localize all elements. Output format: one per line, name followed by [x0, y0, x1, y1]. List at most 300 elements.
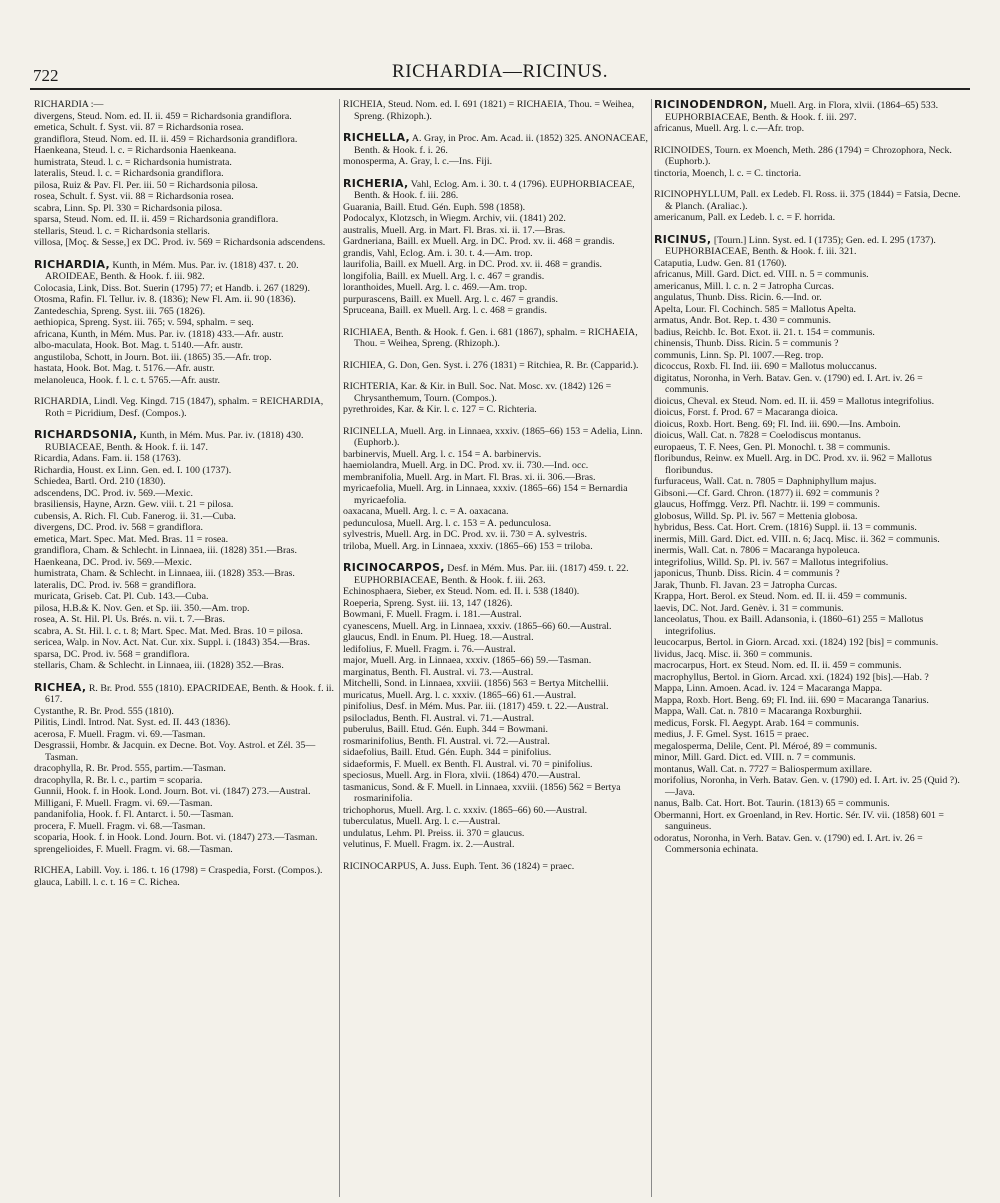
- entry-text: tasmanicus, Sond. & F. Muell. in Linnaea, xxviii. (1856) 562 = Bertya rosmarinifolia.: [343, 781, 621, 804]
- index-entry: [343, 782, 649, 805]
- index-entry: [343, 294, 649, 306]
- column-2: [343, 99, 649, 1197]
- index-entry: [34, 534, 337, 546]
- entry-text: scabra, A. St. Hil. l. c. t. 8; Mart. Spec. Mat. Med. Bras. 10 = pilosa.: [34, 625, 303, 637]
- genus-heading: RICHARDIA,: [34, 257, 110, 271]
- entry-gap: [654, 179, 963, 189]
- entry-text: dracophylla, R. Br. l. c., partim = scoparia.: [34, 774, 203, 786]
- entry-text: pandanifolia, Hook. f. Fl. Antarct. i. 50.—Tasman.: [34, 809, 234, 820]
- entry-text: speciosus, Muell. Arg. in Flora, xlvii. (1864) 470.—Austral.: [343, 770, 581, 781]
- index-entry: [654, 430, 963, 442]
- index-entry: [343, 770, 649, 782]
- index-entry: [34, 329, 337, 341]
- index-entry: [343, 529, 649, 541]
- index-entry: [343, 381, 649, 404]
- entry-text: RICHARDIA :—: [34, 99, 104, 110]
- index-entry: [654, 292, 963, 304]
- index-entry: [654, 637, 963, 649]
- index-entry: [343, 327, 649, 350]
- entry-text: Roeperia, Spreng. Syst. iii. 13, 147 (1826).: [343, 597, 513, 609]
- entry-text: [Tourn.] Linn. Syst. ed. I (1735); Gen. ed. I. 295 (1737). EUPHORBIACEAE, Benth. & Hook. f. iii. 321.: [665, 234, 936, 257]
- index-entry: [34, 352, 337, 364]
- entry-text: undulatus, Lehm. Pl. Preiss. ii. 370 = glaucus.: [343, 827, 525, 839]
- entry-text: globosus, Willd. Sp. Pl. iv. 567 = Mettenia globosa.: [654, 510, 858, 522]
- index-entry: [654, 145, 963, 168]
- index-entry: [343, 598, 649, 610]
- index-entry: [34, 122, 337, 134]
- index-entry: [654, 672, 963, 684]
- entry-text: trichophorus, Muell. Arg. l. c. xxxiv. (1865–66) 60.—Austral.: [343, 804, 588, 816]
- entry-text: inermis, Mill. Gard. Dict. ed. VIII. n. 6; Jacq. Misc. ii. 362 = communis.: [654, 533, 940, 545]
- index-entry: [34, 111, 337, 123]
- index-entry: [34, 488, 337, 500]
- index-entry: [343, 839, 649, 851]
- index-entry: [34, 865, 337, 877]
- index-entry: [343, 426, 649, 449]
- index-entry: [34, 226, 337, 238]
- entry-text: barbinervis, Muell. Arg. l. c. 154 = A. barbinervis.: [343, 448, 542, 460]
- entry-text: pedunculosa, Muell. Arg. l. c. 153 = A. pedunculosa.: [343, 517, 552, 529]
- index-entry: [343, 178, 649, 202]
- index-entry: [34, 180, 337, 192]
- entry-text: velutinus, F. Muell. Fragm. ix. 2.—Austral.: [343, 839, 515, 850]
- entry-text: furfuraceus, Wall. Cat. n. 7805 = Daphniphyllum majus.: [654, 476, 877, 487]
- index-entry: [34, 99, 337, 111]
- entry-text: pilosa, H.B.& K. Nov. Gen. et Sp. iii. 350.—Am. trop.: [34, 602, 250, 614]
- entry-text: africana, Kunth, in Mém. Mus. Par. iv. (1818) 433.—Afr. austr.: [34, 328, 284, 340]
- index-entry: [343, 759, 649, 771]
- index-entry: [654, 327, 963, 339]
- entry-text: grandiflora, Steud. Nom. ed. II. ii. 459 = Richardsonia grandiflora.: [34, 133, 298, 145]
- entry-text: lanceolatus, Thou. ex Baill. Adansonia, i. (1860–61) 255 = Mallotus integrifolius.: [654, 614, 924, 637]
- entry-text: leucocarpus, Bertol. in Giorn. Arcad. xxi. (1824) 192 [bis] = communis.: [654, 637, 939, 648]
- entry-text: procera, F. Muell. Fragm. vi. 68.—Tasman.: [34, 820, 206, 832]
- index-entry: [34, 191, 337, 203]
- entry-text: dracophylla, R. Br. Prod. 555, partim.—Tasman.: [34, 763, 226, 774]
- column-separator-1: [339, 99, 340, 1197]
- index-entry: [343, 816, 649, 828]
- index-entry: [654, 729, 963, 741]
- entry-text: lividus, Jacq. Misc. ii. 360 = communis.: [654, 648, 813, 660]
- index-entry: [34, 682, 337, 706]
- entry-text: cubensis, A. Rich. Fl. Cub. Fanerog. ii. 31.—Cuba.: [34, 510, 236, 522]
- index-entry: [34, 603, 337, 615]
- entry-gap: [343, 371, 649, 381]
- entry-text: psilocladus, Benth. Fl. Austral. vi. 71.—Austral.: [343, 712, 534, 724]
- index-entry: [343, 225, 649, 237]
- index-entry: [654, 499, 963, 511]
- entry-text: albo-maculata, Hook. Bot. Mag. t. 5140.—Afr. austr.: [34, 340, 243, 351]
- index-entry: [654, 511, 963, 523]
- entry-text: stellaris, Cham. & Schlecht. in Linnaea, iii. (1828) 352.—Bras.: [34, 660, 284, 671]
- entry-text: RICINOPHYLLUM, Pall. ex Ledeb. Fl. Ross. ii. 375 (1844) = Fatsia, Decne. & Planch. (Araliac.).: [654, 189, 961, 212]
- entry-text: Milligani, F. Muell. Fragm. vi. 69.—Tasman.: [34, 797, 213, 809]
- index-entry: [343, 667, 649, 679]
- index-entry: [654, 695, 963, 707]
- entry-text: glaucus, Hoffmgg. Verz. Pfl. Nachtr. ii. 199 = communis.: [654, 499, 880, 510]
- index-entry: [654, 568, 963, 580]
- entry-gap: [343, 416, 649, 426]
- entry-text: morifolius, Noronha, in Verh. Batav. Gen. v. (1790) ed. I. Art. iv. 25 (Quid ?).—Java.: [654, 775, 960, 798]
- index-entry: [654, 189, 963, 212]
- index-entry: [34, 476, 337, 488]
- index-entry: [654, 706, 963, 718]
- index-entry: [654, 304, 963, 316]
- index-entry: [654, 775, 963, 798]
- index-entry: [343, 861, 649, 873]
- index-entry: [34, 568, 337, 580]
- index-entry: [34, 877, 337, 889]
- entry-text: Mappa, Linn. Amoen. Acad. iv. 124 = Macaranga Mappa.: [654, 683, 883, 694]
- entry-text: loranthoides, Muell. Arg. l. c. 469.—Am. trop.: [343, 282, 528, 293]
- entry-text: RICHIEA, G. Don, Gen. Syst. i. 276 (1831) = Ritchiea, R. Br. (Capparid.).: [343, 359, 639, 371]
- page-number: 722: [33, 66, 59, 85]
- entry-text: rosmarinifolius, Benth. Fl. Austral. vi. 72.—Austral.: [343, 735, 550, 747]
- entry-text: africanus, Muell. Arg. l. c.—Afr. trop.: [654, 123, 805, 134]
- index-entry: [654, 269, 963, 281]
- entry-text: brasiliensis, Hayne, Arzn. Gew. viii. t. 21 = pilosa.: [34, 499, 234, 510]
- index-entry: [654, 99, 963, 123]
- entry-gap: [34, 386, 337, 396]
- entry-text: tuberculatus, Muell. Arg. l. c.—Austral.: [343, 816, 501, 827]
- entry-text: sidaeformis, F. Muell. ex Benth. Fl. Austral. vi. 70 = pinifolius.: [343, 758, 593, 770]
- index-entry: [654, 557, 963, 569]
- entry-text: Haenkeana, Steud. l. c. = Richardsonia Haenkeana.: [34, 145, 237, 156]
- index-entry: [654, 281, 963, 293]
- entry-gap: [34, 855, 337, 865]
- entry-text: humistrata, Cham. & Schlecht. in Linnaea, iii. (1828) 353.—Bras.: [34, 568, 295, 579]
- index-entry: [343, 678, 649, 690]
- entry-text: tinctoria, Moench, l. c. = C. tinctoria.: [654, 167, 802, 179]
- entry-text: americanus, Mill. l. c. n. 2 = Jatropha Curcas.: [654, 280, 834, 292]
- index-entry: [34, 134, 337, 146]
- index-entry: [343, 701, 649, 713]
- entry-text: integrifolius, Willd. Sp. Pl. iv. 567 = Mallotus integrifolius.: [654, 556, 889, 568]
- index-entry: [34, 660, 337, 672]
- index-entry: [34, 649, 337, 661]
- index-entry: [343, 282, 649, 294]
- index-entry: [34, 626, 337, 638]
- entry-text: africanus, Mill. Gard. Dict. ed. VIII. n. 5 = communis.: [654, 269, 869, 280]
- entry-text: australis, Muell. Arg. in Mart. Fl. Bras. xi. ii. 17.—Bras.: [343, 224, 566, 236]
- index-entry: [34, 375, 337, 387]
- entry-text: rosea, Schult. f. Syst. vii. 88 = Richardsonia rosea.: [34, 191, 234, 202]
- index-entry: [654, 258, 963, 270]
- entry-text: communis, Linn. Sp. Pl. 1007.—Reg. trop.: [654, 349, 824, 361]
- index-entry: [654, 407, 963, 419]
- genus-heading: RICINODENDRON,: [654, 99, 768, 111]
- index-entry: [343, 541, 649, 553]
- entry-text: scabra, Linn. Sp. Pl. 330 = Richardsonia pilosa.: [34, 202, 223, 214]
- index-entry: [654, 741, 963, 753]
- entry-text: Pilitis, Lindl. Introd. Nat. Syst. ed. II. 443 (1836).: [34, 717, 231, 728]
- entry-text: Ricardia, Adans. Fam. ii. 158 (1763).: [34, 453, 182, 464]
- entry-text: RICHARDIA, Lindl. Veg. Kingd. 715 (1847), sphalm. = REICHARDIA, Roth = Picridium, Desf. (Compos.).: [34, 396, 324, 419]
- entry-text: rosea, A. St. Hil. Pl. Us. Brés. n. vii. t. 7.—Bras.: [34, 614, 225, 625]
- entry-text: aethiopica, Spreng. Syst. iii. 765; v. 594, sphalm. = seq.: [34, 317, 254, 328]
- entry-text: muricata, Griseb. Cat. Pl. Cub. 143.—Cuba.: [34, 591, 209, 602]
- index-entry: [343, 404, 649, 416]
- entry-text: haemiolandra, Muell. Arg. in DC. Prod. xv. ii. 730.—Ind. occ.: [343, 460, 589, 471]
- index-entry: [654, 488, 963, 500]
- entry-text: Bowmani, F. Muell. Fragm. i. 181.—Austral.: [343, 609, 522, 620]
- index-entry: [654, 545, 963, 557]
- genus-heading: RICHERIA,: [343, 176, 409, 190]
- entry-text: Otosma, Rafin. Fl. Tellur. iv. 8. (1836); New Fl. Am. ii. 90 (1836).: [34, 294, 296, 305]
- entry-text: sylvestris, Muell. Arg. in DC. Prod. xv. ii. 730 = A. sylvestris.: [343, 529, 587, 540]
- index-entry: [654, 649, 963, 661]
- index-entry: [343, 805, 649, 817]
- index-entry: [654, 315, 963, 327]
- index-entry: [654, 234, 963, 258]
- index-entry: [343, 736, 649, 748]
- entry-text: pinifolius, Desf. in Mém. Mus. Par. iii. (1817) 459. t. 22.—Austral.: [343, 701, 609, 712]
- index-entry: [343, 248, 649, 260]
- entry-text: sparsa, DC. Prod. iv. 568 = grandiflora.: [34, 648, 190, 660]
- index-entry: [343, 747, 649, 759]
- genus-heading: RICHEA,: [34, 680, 87, 694]
- entry-text: Mappa, Wall. Cat. n. 7810 = Macaranga Roxburghii.: [654, 706, 862, 717]
- entry-text: nanus, Balb. Cat. Hort. Bot. Taurin. (1813) 65 = communis.: [654, 798, 890, 809]
- index-entry: [34, 283, 337, 295]
- column-3: [654, 99, 963, 1197]
- entry-text: villosa, [Moç. & Sesse,] ex DC. Prod. iv. 569 = Richardsonia adscendens.: [34, 237, 326, 248]
- index-entry: [654, 534, 963, 546]
- entry-text: Podocalyx, Klotzsch, in Wiegm. Archiv, vii. (1841) 202.: [343, 213, 566, 224]
- entry-text: dioicus, Wall. Cat. n. 7828 = Coelodiscus montanus.: [654, 430, 862, 441]
- index-entry: [343, 132, 649, 156]
- index-entry: [343, 271, 649, 283]
- genus-heading: RICINOCARPOS,: [343, 561, 445, 574]
- entry-text: divergens, Steud. Nom. ed. II. ii. 459 = Richardsonia grandiflora.: [34, 110, 292, 122]
- genus-heading: RICINUS,: [654, 232, 712, 246]
- index-entry: [654, 580, 963, 592]
- index-entry: [654, 603, 963, 615]
- column-separator-2: [651, 99, 652, 1197]
- index-entry: [343, 690, 649, 702]
- index-entry: [343, 644, 649, 656]
- index-entry: [34, 844, 337, 856]
- entry-text: divergens, DC. Prod. iv. 568 = grandiflora.: [34, 522, 204, 533]
- entry-text: laevis, DC. Not. Jard. Genèv. i. 31 = communis.: [654, 602, 844, 614]
- entry-text: minor, Mill. Gard. Dict. ed. VIII. n. 7 = communis.: [654, 752, 856, 763]
- index-entry: [34, 740, 337, 763]
- entry-text: sericea, Walp. in Nov. Act. Nat. Cur. xix. Suppl. i. (1843) 354.—Bras.: [34, 637, 310, 648]
- entry-text: Apelta, Lour. Fl. Cochinch. 585 = Mallotus Apelta.: [654, 303, 856, 315]
- entry-text: odoratus, Noronha, in Verh. Batav. Gen. v. (1790) ed. I. Art. iv. 26 = Commersonia echinata.: [654, 832, 923, 855]
- index-entry: [654, 660, 963, 672]
- index-entry: [343, 724, 649, 736]
- genus-heading: RICHELLA,: [343, 131, 410, 144]
- entry-text: macrocarpus, Hort. ex Steud. Nom. ed. II. ii. 459 = communis.: [654, 660, 902, 671]
- index-entry: [34, 317, 337, 329]
- index-entry: [34, 294, 337, 306]
- entry-text: pilosa, Ruiz & Pav. Fl. Per. iii. 50 = Richardsonia pilosa.: [34, 179, 258, 191]
- entry-text: dioicus, Cheval. ex Steud. Nom. ed. II. ii. 459 = Mallotus integrifolius.: [654, 395, 935, 407]
- index-entry: [343, 518, 649, 530]
- entry-text: hybridus, Bess. Cat. Hort. Crem. (1816) Suppl. ii. 13 = communis.: [654, 522, 917, 533]
- index-entry: [343, 460, 649, 472]
- index-entry: [34, 306, 337, 318]
- index-entry: [34, 429, 337, 453]
- entry-text: dioicus, Forst. f. Prod. 67 = Macaranga dioica.: [654, 407, 838, 418]
- entry-text: Spruceana, Baill. ex Muell. Arg. l. c. 468 = grandis.: [343, 305, 547, 316]
- index-entry: [34, 545, 337, 557]
- entry-text: glaucus, Endl. in Enum. Pl. Hueg. 18.—Austral.: [343, 632, 534, 643]
- entry-text: Obermanni, Hort. ex Groenland, in Rev. Hortic. Sér. IV. vii. (1858) 601 = sanguineus.: [654, 809, 944, 832]
- index-entry: [34, 214, 337, 226]
- index-entry: [654, 764, 963, 776]
- index-entry: [34, 363, 337, 375]
- index-entry: [343, 506, 649, 518]
- index-entry: [34, 453, 337, 465]
- index-entry: [34, 614, 337, 626]
- entry-text: Guarania, Baill. Etud. Gén. Euph. 598 (1858).: [343, 201, 526, 213]
- index-entry: [343, 655, 649, 667]
- index-entry: [34, 499, 337, 511]
- entry-text: megalosperma, Delile, Cent. Pl. Méroé, 89 = communis.: [654, 740, 878, 752]
- entry-text: cyanescens, Muell. Arg. in Linnaea, xxxiv. (1865–66) 60.—Austral.: [343, 620, 612, 632]
- entry-gap: [343, 317, 649, 327]
- entry-text: chinensis, Thunb. Diss. Ricin. 5 = communis ?: [654, 338, 839, 349]
- index-entry: [654, 810, 963, 833]
- entry-text: europaeus, T. F. Nees, Gen. Pl. Monochl. t. 38 = communis.: [654, 441, 891, 453]
- entry-gap: [654, 135, 963, 145]
- index-entry: [343, 202, 649, 214]
- entry-text: myricaefolia, Muell. Arg. in Linnaea, xxxiv. (1865–66) 154 = Bernardia myricaefolia.: [343, 483, 628, 506]
- index-entry: [343, 828, 649, 840]
- index-entry: [34, 203, 337, 215]
- index-entry: [343, 483, 649, 506]
- entry-text: puberulus, Baill. Etud. Gén. Euph. 344 = Bowmani.: [343, 724, 548, 735]
- entry-text: emetica, Mart. Spec. Mat. Med. Bras. 11 = rosea.: [34, 533, 229, 545]
- index-entry: [654, 350, 963, 362]
- index-entry: [654, 123, 963, 135]
- index-entry: [654, 614, 963, 637]
- index-entry: [343, 632, 649, 644]
- index-entry: [34, 465, 337, 477]
- entry-text: RICHEIA, Steud. Nom. ed. I. 691 (1821) = RICHAEIA, Thou. = Weihea, Spreng. (Rhizoph.).: [343, 99, 635, 122]
- index-entry: [34, 637, 337, 649]
- entry-text: acerosa, F. Muell. Fragm. vi. 69.—Tasman.: [34, 728, 206, 740]
- entry-text: armatus, Andr. Bot. Rep. t. 430 = communis.: [654, 315, 832, 326]
- entry-text: laurifolia, Baill. ex Muell. Arg. in DC. Prod. xv. ii. 468 = grandis.: [343, 259, 603, 270]
- index-entry: [343, 621, 649, 633]
- entry-text: Gunnii, Hook. f. in Hook. Lond. Journ. Bot. vi. (1847) 273.—Austral.: [34, 786, 311, 797]
- entry-text: Kunth, in Mém. Mus. Par. iv. (1818) 437. t. 20. AROIDEAE, Benth. & Hook. f. iii. 982.: [45, 259, 299, 282]
- index-entry: [654, 591, 963, 603]
- index-entry: [34, 522, 337, 534]
- index-entry: [34, 168, 337, 180]
- index-entry: [654, 453, 963, 476]
- entry-text: Jarak, Thunb. Fl. Javan. 23 = Jatropha Curcas.: [654, 579, 838, 591]
- index-entry: [654, 522, 963, 534]
- entry-text: hastata, Hook. Bot. Mag. t. 5176.—Afr. austr.: [34, 363, 215, 374]
- entry-text: stellaris, Steud. l. c. = Richardsonia stellaris.: [34, 225, 210, 237]
- index-entry: [654, 833, 963, 856]
- entry-text: adscendens, DC. Prod. iv. 569.—Mexic.: [34, 487, 193, 499]
- genus-heading: RICHARDSONIA,: [34, 428, 138, 441]
- index-entry: [34, 706, 337, 718]
- index-entry: [343, 713, 649, 725]
- index-entry: [343, 156, 649, 168]
- entry-text: angustiloba, Schott, in Journ. Bot. iii. (1865) 35.—Afr. trop.: [34, 351, 272, 363]
- index-entry: [34, 591, 337, 603]
- entry-text: dioicus, Roxb. Hort. Beng. 69; Fl. Ind. iii. 690.—Ins. Amboin.: [654, 418, 901, 430]
- entry-text: Gibsoni.—Cf. Gard. Chron. (1877) ii. 692 = communis ?: [654, 487, 880, 499]
- entry-text: sidaefolius, Baill. Etud. Gén. Euph. 344 = pinifolius.: [343, 747, 552, 758]
- entry-text: emetica, Schult. f. Syst. vii. 87 = Richardsonia rosea.: [34, 122, 244, 133]
- index-entry: [34, 832, 337, 844]
- entry-text: Gardneriana, Baill. ex Muell. Arg. in DC. Prod. xv. ii. 468 = grandis.: [343, 236, 615, 247]
- entry-text: sprengelioides, F. Muell. Fragm. vi. 68.—Tasman.: [34, 843, 233, 855]
- entry-gap: [343, 851, 649, 861]
- entry-text: grandiflora, Cham. & Schlecht. in Linnaea, iii. (1828) 351.—Bras.: [34, 545, 297, 556]
- entry-text: RICINOIDES, Tourn. ex Moench, Meth. 286 (1794) = Chrozophora, Neck. (Euphorb.).: [654, 144, 952, 167]
- entry-text: americanum, Pall. ex Ledeb. l. c. = F. horrida.: [654, 212, 836, 223]
- index-entry: [654, 338, 963, 350]
- entry-text: Kunth, in Mém. Mus. Par. iv. (1818) 430. RUBIACEAE, Benth. & Hook. f. ii. 147.: [45, 430, 304, 453]
- index-entry: [34, 157, 337, 169]
- entry-text: grandis, Vahl, Eclog. Am. i. 30. t. 4.—Am. trop.: [343, 247, 533, 259]
- index-entry: [343, 305, 649, 317]
- entry-text: Cystanthe, R. Br. Prod. 555 (1810).: [34, 705, 174, 717]
- entry-text: Colocasia, Link, Diss. Bot. Suerin (1795) 77; et Handb. i. 267 (1829).: [34, 282, 310, 294]
- entry-text: lateralis, DC. Prod. iv. 568 = grandiflora.: [34, 579, 197, 591]
- entry-text: inermis, Wall. Cat. n. 7806 = Macaranga hypoleuca.: [654, 545, 860, 556]
- header-rule: [30, 88, 970, 90]
- index-entry: [654, 212, 963, 224]
- entry-text: badius, Reichb. Ic. Bot. Exot. ii. 21. t. 154 = communis.: [654, 326, 875, 338]
- entry-text: RICHEA, Labill. Voy. i. 186. t. 16 (1798) = Craspedia, Forst. (Compos.).: [34, 865, 323, 876]
- entry-text: triloba, Muell. Arg. in Linnaea, xxxiv. (1865–66) 153 = triloba.: [343, 540, 593, 552]
- index-entry: [34, 557, 337, 569]
- entry-gap: [343, 350, 649, 360]
- entry-text: Richardia, Houst. ex Linn. Gen. ed. I. 100 (1737).: [34, 464, 232, 476]
- index-entry: [654, 168, 963, 180]
- entry-text: melanoleuca, Hook. f. l. c. t. 5765.—Afr. austr.: [34, 374, 220, 386]
- entry-text: R. Br. Prod. 555 (1810). EPACRIDEAE, Benth. & Hook. f. ii. 617.: [45, 682, 334, 705]
- index-entry: [343, 562, 649, 586]
- entry-text: digitatus, Noronha, in Verh. Batav. Gen. v. (1790) ed. I. Art. iv. 26 = communis.: [654, 372, 923, 395]
- entry-text: muricatus, Muell. Arg. l. c. xxxiv. (1865–66) 61.—Austral.: [343, 689, 577, 701]
- entry-text: Mitchelli, Sond. in Linnaea, xxviii. (1856) 563 = Bertya Mitchellii.: [343, 678, 609, 689]
- entry-text: Haenkeana, DC. Prod. iv. 569.—Mexic.: [34, 556, 192, 568]
- index-entry: [34, 396, 337, 419]
- entry-text: Muell. Arg. in Flora, xlvii. (1864–65) 533. EUPHORBIACEAE, Benth. & Hook. f. iii. 297.: [665, 100, 939, 123]
- entry-text: angulatus, Thunb. Diss. Ricin. 6.—Ind. or.: [654, 292, 822, 303]
- running-head: RICHARDIA—RICINUS.: [391, 61, 609, 82]
- entry-text: longifolia, Baill. ex Muell. Arg. l. c. 467 = grandis.: [343, 270, 545, 282]
- entry-text: Vahl, Eclog. Am. i. 30. t. 4 (1796). EUPHORBIACEAE, Benth. & Hook. f. iii. 286.: [354, 178, 635, 201]
- entry-text: marginatus, Benth. Fl. Austral. vi. 73.—Austral.: [343, 666, 534, 678]
- entry-text: RICINELLA, Muell. Arg. in Linnaea, xxxiv. (1865–66) 153 = Adelia, Linn. (Euphorb.).: [343, 425, 643, 448]
- entry-text: Desgrassii, Hombr. & Jacquin. ex Decne. Bot. Voy. Astrol. et Zél. 35—Tasman.: [34, 740, 316, 763]
- index-entry: [654, 442, 963, 454]
- entry-text: scoparia, Hook. f. in Hook. Lond. Journ. Bot. vi. (1847) 273.—Tasman.: [34, 832, 318, 843]
- index-entry: [34, 775, 337, 787]
- entry-text: humistrata, Steud. l. c. = Richardsonia humistrata.: [34, 156, 232, 168]
- entry-text: japonicus, Thunb. Diss. Ricin. 4 = communis ?: [654, 568, 840, 579]
- entry-text: Zantedeschia, Spreng. Syst. iii. 765 (1826).: [34, 305, 206, 317]
- column-1: [34, 99, 337, 1197]
- index-entry: [654, 718, 963, 730]
- index-entry: [34, 809, 337, 821]
- entry-text: purpurascens, Baill. ex Muell. Arg. l. c. 467 = grandis.: [343, 293, 558, 305]
- entry-text: RICINOCARPUS, A. Juss. Euph. Tent. 36 (1824) = praec.: [343, 860, 575, 872]
- index-entry: [654, 752, 963, 764]
- index-entry: [343, 259, 649, 271]
